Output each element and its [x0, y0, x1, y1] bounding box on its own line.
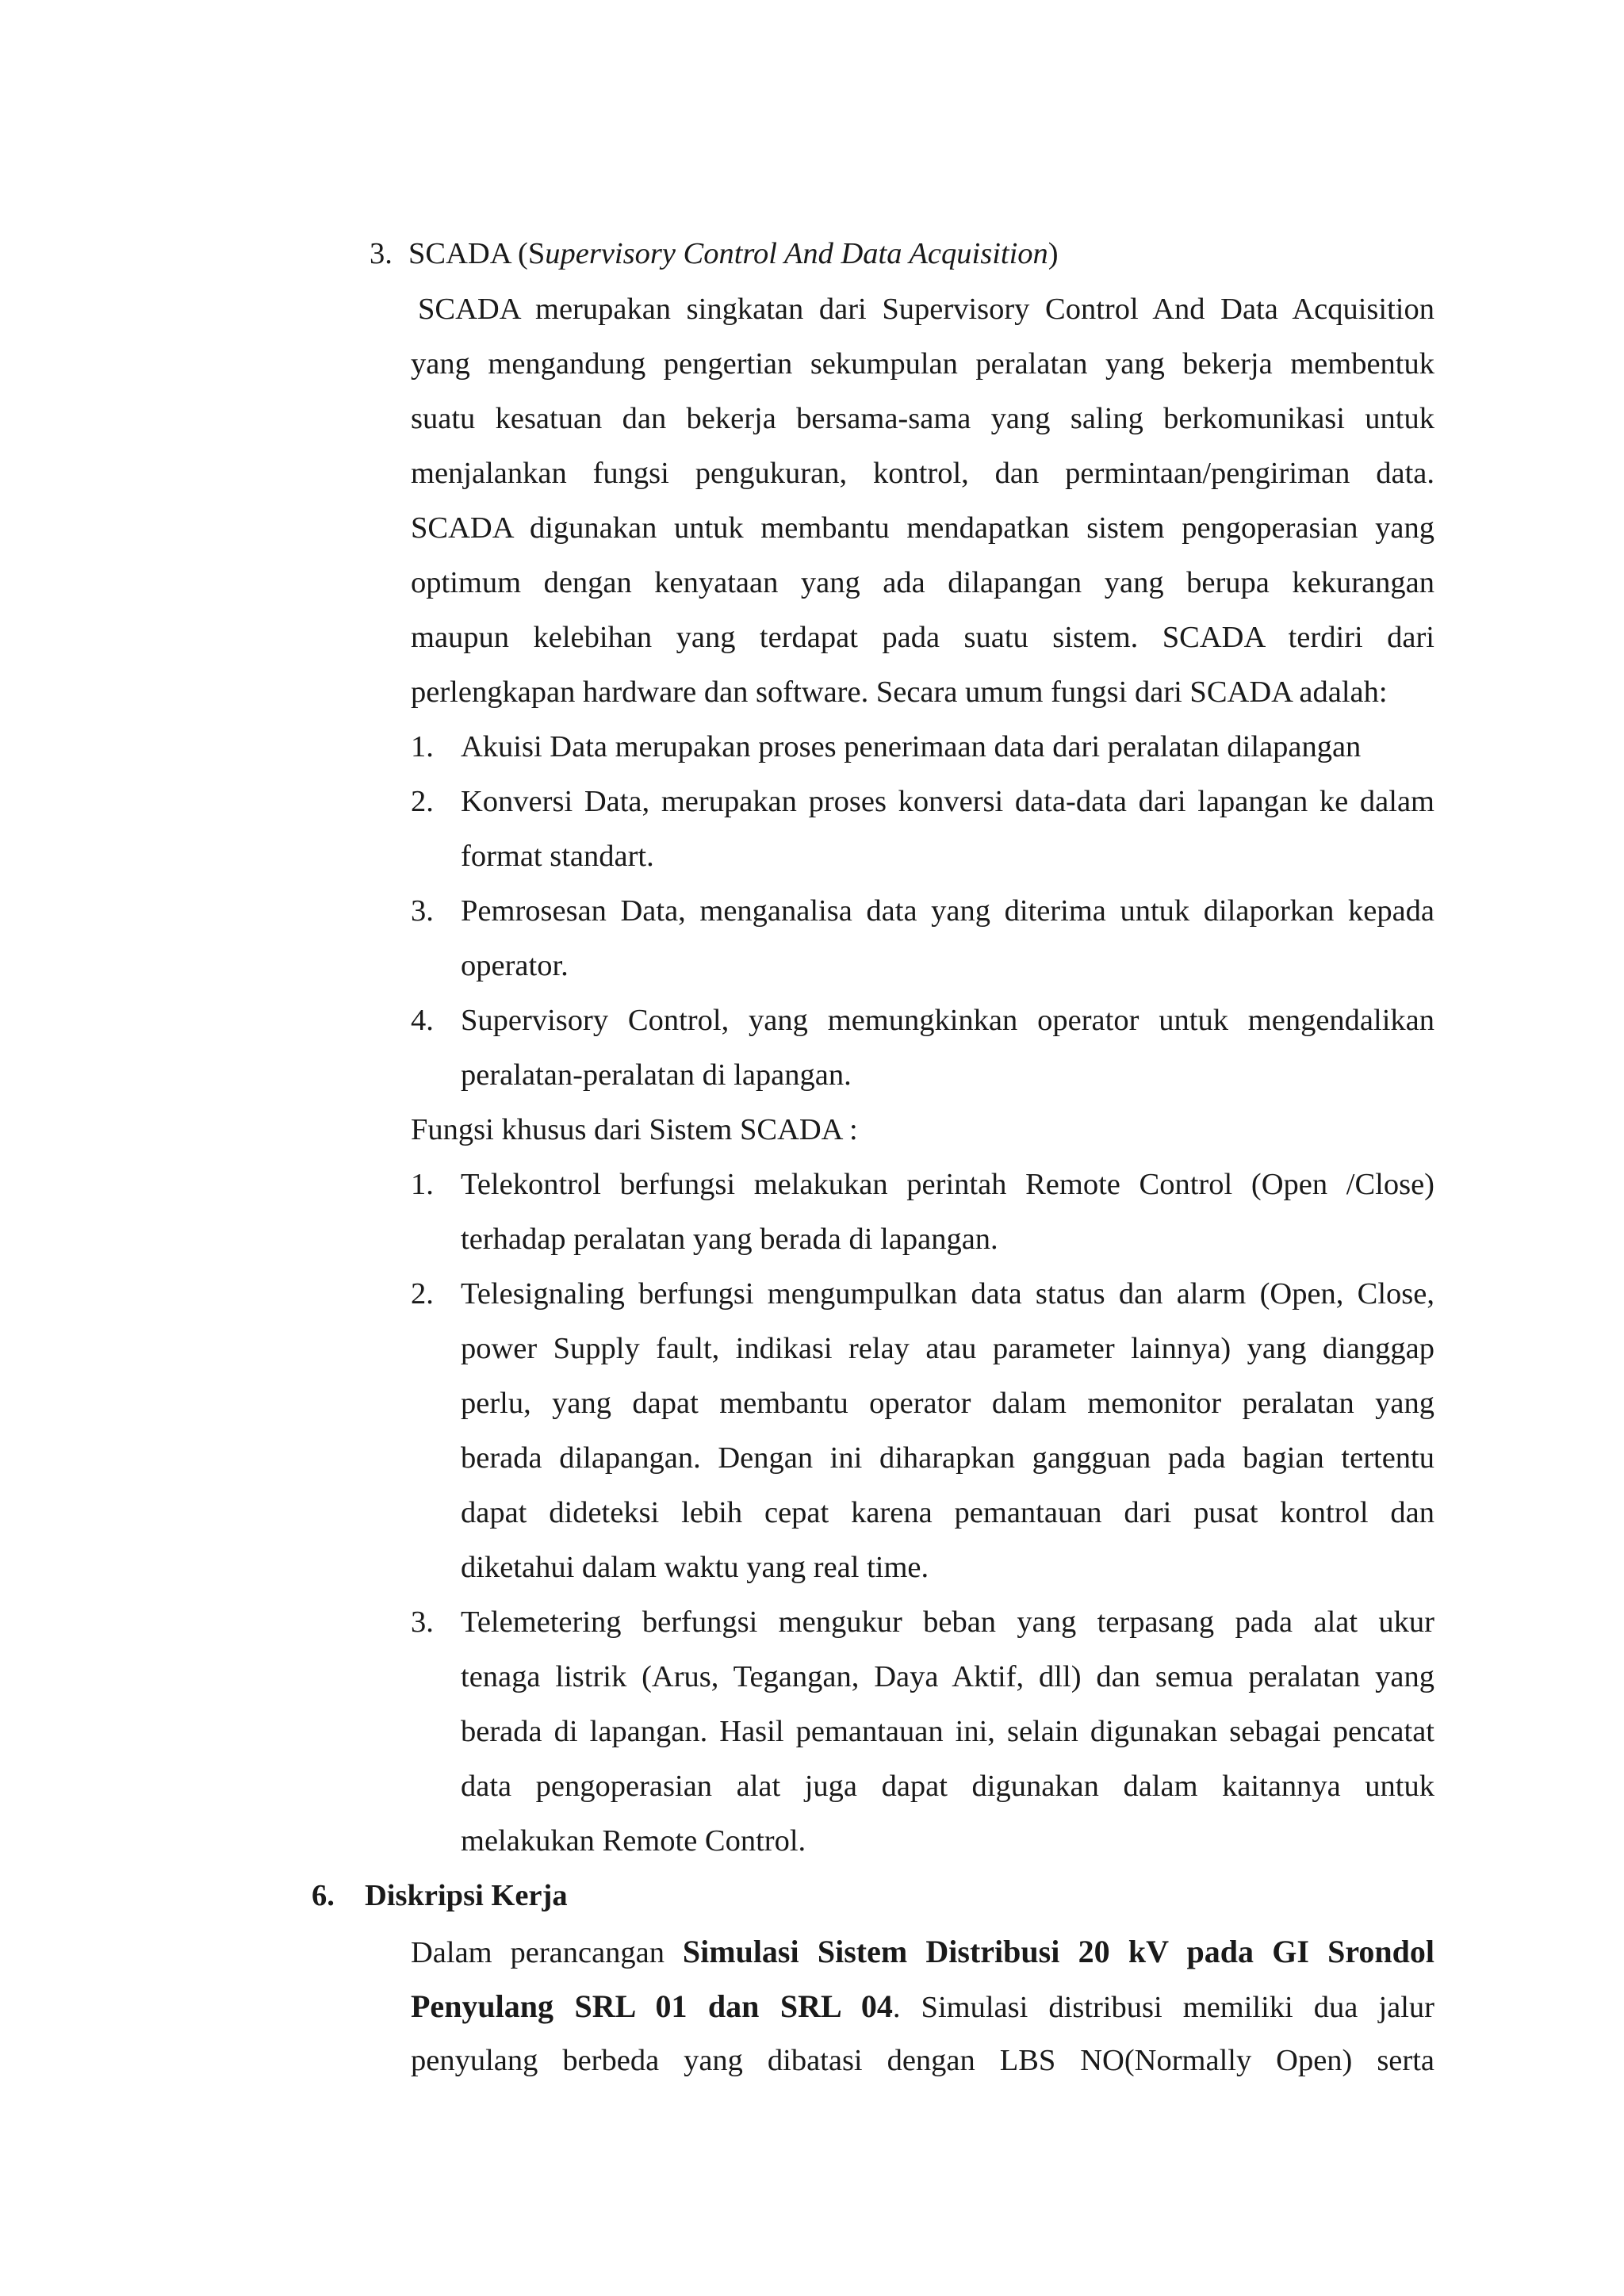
list-item-text: Akuisi Data merupakan proses penerimaan data dari peralatan dilapangan	[461, 730, 1362, 763]
list-item-text: terhadap peralatan yang berada di lapangan.	[461, 1223, 998, 1256]
section-3-title	[408, 239, 1059, 270]
section-6-line1-bold: Simulasi Sistem Distribusi 20 kV pada GI Srondol	[682, 1934, 1435, 1969]
list-item-text: Telekontrol berfungsi melakukan perintah Remote Control (Open /Close)	[461, 1168, 1434, 1201]
section-3-title-italic: upervisory Control And Data Acquisition	[545, 237, 1048, 270]
section-6-line: penyulang berbeda yang dibatasi dengan LBS NO(Normally Open) serta	[411, 2044, 1434, 2077]
list-item-text: tenaga listrik (Arus, Tegangan, Daya Aktif, dll) dan semua peralatan yang	[461, 1660, 1434, 1693]
list-item-text: format standart.	[461, 840, 654, 873]
list-item-text: operator.	[461, 949, 569, 982]
list-item-text: data pengoperasian alat juga dapat digunakan dalam kaitannya untuk	[461, 1770, 1434, 1803]
list-item-text: diketahui dalam waktu yang real time.	[461, 1551, 929, 1584]
section-6-line1-pre: Dalam perancangan	[411, 1936, 665, 1969]
list-item-text: perlu, yang dapat membantu operator dalam memonitor peralatan yang	[461, 1387, 1434, 1420]
special-functions-heading: Fungsi khusus dari Sistem SCADA :	[411, 1113, 858, 1146]
list-item-text: Telemetering berfungsi mengukur beban yang terpasang pada alat ukur	[461, 1605, 1434, 1639]
section-6-title: Diskripsi Kerja	[365, 1879, 568, 1912]
list-item-number: 2.	[411, 1277, 434, 1311]
intro-line: SCADA digunakan untuk membantu mendapatkan sistem pengoperasian yang	[411, 511, 1434, 545]
intro-line: perlengkapan hardware dan software. Secara umum fungsi dari SCADA adalah:	[411, 675, 1388, 709]
list-item-number: 1.	[411, 1168, 434, 1201]
list-item-text: Telesignaling berfungsi mengumpulkan data status dan alarm (Open, Close,	[461, 1277, 1434, 1311]
section-3-number: 3.	[370, 237, 393, 270]
section-6-number: 6.	[312, 1879, 335, 1912]
list-item-text: melakukan Remote Control.	[461, 1824, 806, 1858]
list-item-number: 1.	[411, 730, 434, 763]
section-6-line	[411, 1988, 1434, 2024]
intro-line: maupun kelebihan yang terdapat pada suatu sistem. SCADA terdiri dari	[411, 621, 1434, 654]
section-6-line	[411, 1936, 1434, 1969]
list-item-text: Konversi Data, merupakan proses konversi data-data dari lapangan ke dalam	[461, 785, 1434, 818]
list-item-number: 3.	[411, 894, 434, 928]
intro-line: yang mengandung pengertian sekumpulan peralatan yang bekerja membentuk	[411, 347, 1434, 381]
intro-line: suatu kesatuan dan bekerja bersama-sama yang saling berkomunikasi untuk	[411, 402, 1434, 435]
section-3-title-prefix: SCADA (S	[408, 237, 546, 270]
list-item-text: dapat dideteksi lebih cepat karena pemantauan dari pusat kontrol dan	[461, 1496, 1434, 1529]
section-6-line2-post: . Simulasi distribusi memiliki dua jalur	[892, 1991, 1434, 2024]
list-item-number: 4.	[411, 1004, 434, 1037]
section-3-title-suffix: )	[1048, 237, 1059, 270]
list-item-text: berada di lapangan. Hasil pemantauan ini, selain digunakan sebagai pencatat	[461, 1715, 1434, 1748]
list-item-number: 3.	[411, 1605, 434, 1639]
intro-line: SCADA merupakan singkatan dari Supervisory Control And Data Acquisition	[418, 293, 1434, 326]
intro-line: optimum dengan kenyataan yang ada dilapangan yang berupa kekurangan	[411, 566, 1434, 599]
intro-line: menjalankan fungsi pengukuran, kontrol, dan permintaan/pengiriman data.	[411, 457, 1434, 490]
list-item-text: berada dilapangan. Dengan ini diharapkan gangguan pada bagian tertentu	[461, 1441, 1434, 1475]
list-item-text: Supervisory Control, yang memungkinkan operator untuk mengendalikan	[461, 1004, 1434, 1037]
section-6-line2-bold: Penyulang SRL 01 dan SRL 04	[411, 1988, 893, 2024]
list-item-text: peralatan-peralatan di lapangan.	[461, 1058, 852, 1092]
list-item-text: power Supply fault, indikasi relay atau parameter lainnya) yang dianggap	[461, 1332, 1434, 1365]
list-item-number: 2.	[411, 785, 434, 818]
list-item-text: Pemrosesan Data, menganalisa data yang diterima untuk dilaporkan kepada	[461, 894, 1434, 928]
